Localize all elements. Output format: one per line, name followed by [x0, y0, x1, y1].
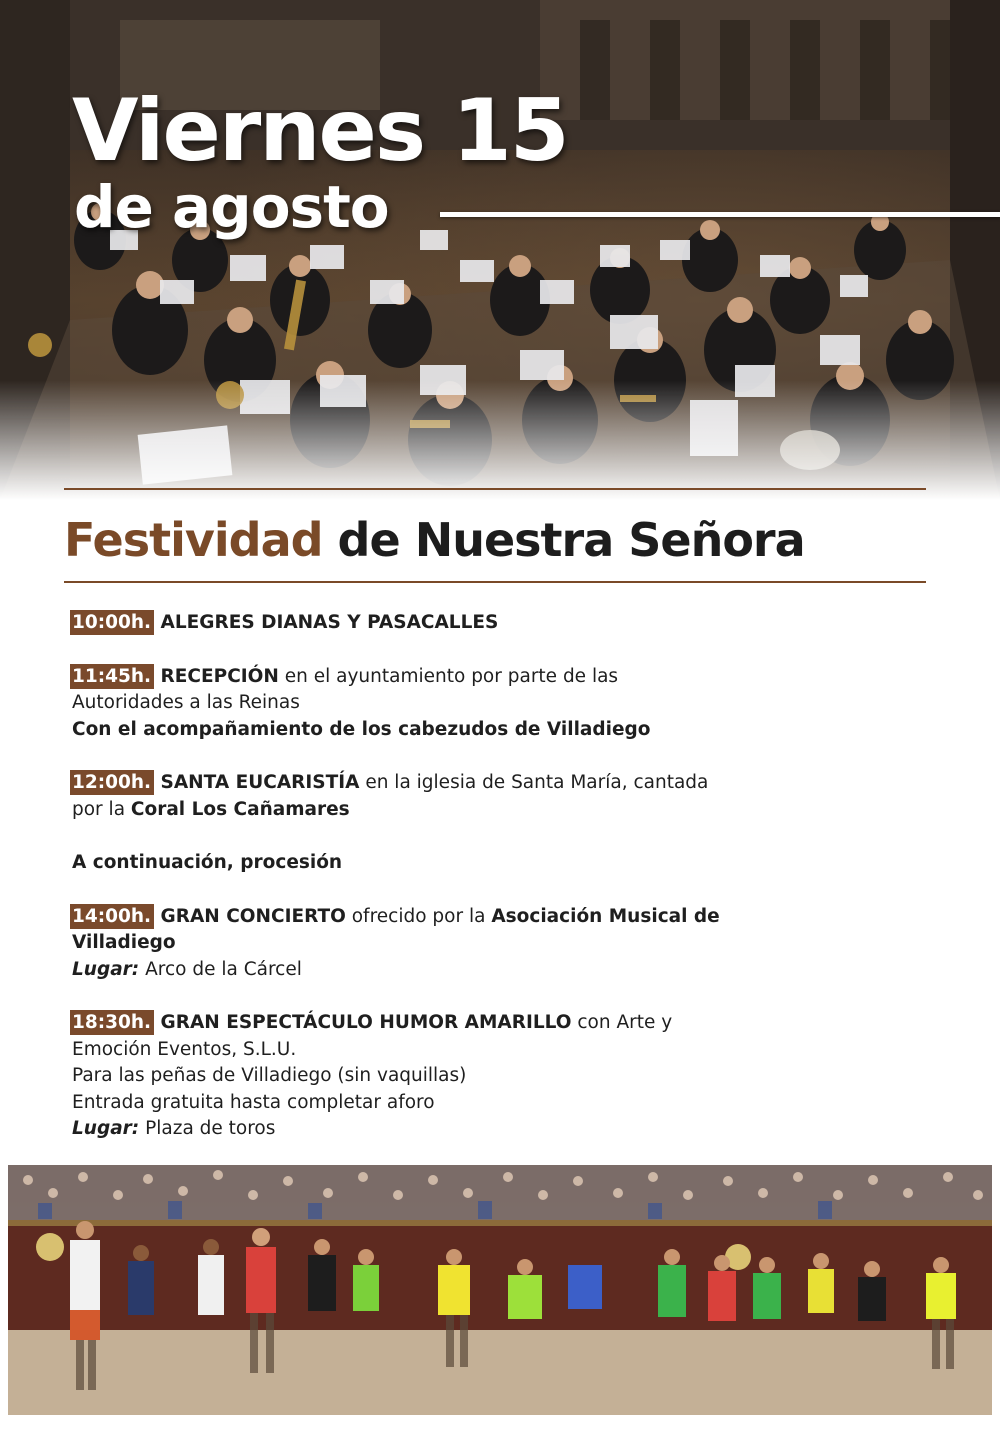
event-text: con Arte y — [571, 1012, 673, 1033]
place-label: Lugar: — [72, 1118, 140, 1139]
event-line: Emoción Eventos, S.L.U. — [72, 1038, 297, 1060]
place-label: Lugar: — [72, 958, 140, 980]
event-item — [72, 1010, 932, 1143]
bullring-photo — [8, 1165, 992, 1415]
event-performer: Asociación Musical de — [491, 905, 720, 927]
heading-rule-bottom — [64, 581, 926, 583]
event-line — [72, 797, 932, 824]
title-date-day: Viernes 15 — [72, 81, 568, 181]
title-date-month: de agosto — [74, 173, 389, 241]
event-text: por la — [72, 798, 131, 820]
event-performer: Coral Los Cañamares — [130, 798, 350, 820]
heading-highlight: Festividad — [64, 513, 323, 567]
event-title: ALEGRES DIANAS Y PASACALLES — [154, 612, 499, 633]
hero-photo-orchestra — [0, 0, 1000, 500]
event-line — [72, 1010, 932, 1037]
event-item — [72, 610, 932, 637]
event-item — [72, 904, 932, 984]
event-text: ofrecido por la — [345, 905, 492, 927]
event-text: en la iglesia de Santa María, cantada — [359, 772, 709, 793]
event-line: Para las peñas de Villadiego (sin vaquillas) — [72, 1065, 467, 1086]
procession-note: A continuación, procesión — [72, 852, 343, 873]
event-place — [72, 1116, 932, 1143]
event-line: Con el acompañamiento de los cabezudos de Villadiego — [72, 718, 651, 740]
event-title: RECEPCIÓN — [154, 665, 279, 687]
event-time: 14:00h. — [70, 904, 154, 929]
title-divider — [440, 212, 1000, 217]
event-line — [72, 904, 932, 931]
event-place — [72, 957, 932, 984]
event-title: GRAN CONCIERTO — [154, 905, 346, 927]
event-time: 18:30h. — [70, 1010, 154, 1035]
event-line: Autoridades a las Reinas — [72, 692, 300, 713]
event-title: SANTA EUCARISTÍA — [154, 772, 360, 793]
heading-rest: de Nuestra Señora — [322, 513, 805, 567]
event-title: GRAN ESPECTÁCULO HUMOR AMARILLO — [154, 1012, 572, 1033]
event-line: Entrada gratuita hasta completar aforo — [72, 1091, 435, 1113]
heading-rule-top — [64, 488, 926, 490]
bullring-illustration — [8, 1165, 992, 1415]
event-line: Villadiego — [72, 932, 176, 953]
event-time: 11:45h. — [70, 664, 154, 689]
event-line — [72, 664, 932, 691]
place-value: Arco de la Cárcel — [139, 958, 302, 980]
hero-fade-overlay — [0, 380, 1000, 500]
event-line — [72, 610, 932, 637]
event-time: 12:00h. — [70, 770, 154, 795]
event-item — [72, 664, 932, 744]
event-item — [72, 770, 932, 823]
event-time: 10:00h. — [70, 610, 154, 635]
event-line — [72, 770, 932, 797]
event-note — [72, 850, 932, 877]
event-text: en el ayuntamiento por parte de las — [278, 665, 619, 687]
event-schedule — [72, 610, 932, 1143]
place-value: Plaza de toros — [139, 1118, 276, 1139]
section-heading — [64, 512, 805, 568]
